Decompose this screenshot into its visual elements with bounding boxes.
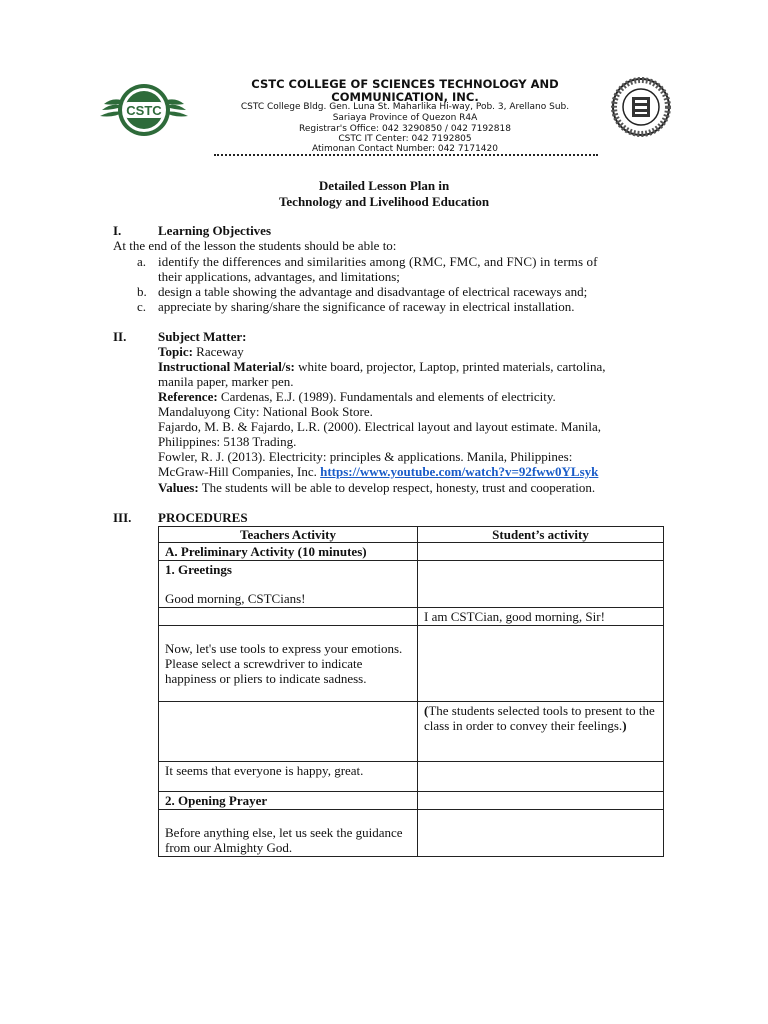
header-divider xyxy=(214,154,598,156)
table-row xyxy=(159,561,664,608)
objective-item-cont: their applications, advantages, and limitations; xyxy=(158,269,400,284)
empty-cell xyxy=(418,543,664,561)
reference-line xyxy=(158,389,556,404)
subject-heading: Subject Matter: xyxy=(158,329,247,344)
table-row xyxy=(159,702,664,762)
preliminary-activity: A. Preliminary Activity (10 minutes) xyxy=(159,543,418,561)
emotion-cell xyxy=(159,626,418,702)
reference-label: Reference: xyxy=(158,389,218,404)
greetings-heading: 1. Greetings xyxy=(165,562,232,577)
reference-publisher: McGraw-Hill Companies, Inc. xyxy=(158,464,317,479)
greeting-text: Good morning, CSTCians! xyxy=(165,591,306,606)
objective-item: appreciate by sharing/share the significance of raceway in electrical installation. xyxy=(158,299,575,314)
empty-cell xyxy=(159,608,418,626)
reference-line: Philippines: 5138 Trading. xyxy=(158,434,297,449)
table-row xyxy=(159,792,664,810)
objective-item: identify the differences and similarities among (RMC, FMC, and FNC) in terms of xyxy=(158,254,598,269)
emotion-reply: The students selected tools to present to the class in order to convey their feelings. xyxy=(424,703,655,733)
atimonan-line: Atimonan Contact Number: 042 7171420 xyxy=(312,144,498,154)
objective-letter: b. xyxy=(137,284,147,299)
emotion-instruction: Now, let's use tools to express your emotions. Please select a screwdriver to indicate happiness or pliers to indicate sadness. xyxy=(165,641,403,686)
empty-cell xyxy=(418,792,664,810)
topic-value: Raceway xyxy=(196,344,244,359)
table-row xyxy=(159,608,664,626)
youtube-link[interactable]: https://www.youtube.com/watch?v=92fww0YLsyk xyxy=(320,464,599,479)
values-label: Values: xyxy=(158,480,199,495)
topic-label: Topic: xyxy=(158,344,193,359)
empty-cell xyxy=(418,561,664,608)
section-numeral: III. xyxy=(113,510,132,525)
document-subtitle: Technology and Livelihood Education xyxy=(278,194,490,209)
empty-cell xyxy=(418,810,664,857)
opening-prayer-heading: 2. Opening Prayer xyxy=(159,792,418,810)
happy-text: It seems that everyone is happy, great. xyxy=(165,763,364,778)
values-line xyxy=(158,480,595,495)
materials-label: Instructional Material/s: xyxy=(158,359,295,374)
empty-cell xyxy=(418,626,664,702)
greeting-reply: I am CSTCian, good morning, Sir! xyxy=(418,608,664,626)
table-row xyxy=(159,626,664,702)
emotion-reply-cell xyxy=(418,702,664,762)
table-header-row xyxy=(159,527,664,543)
objective-item: design a table showing the advantage and disadvantage of electrical raceways and; xyxy=(158,284,588,299)
happy-cell xyxy=(159,762,418,792)
student-column-header: Student’s activity xyxy=(418,527,664,543)
institution-name: CSTC COLLEGE OF SCIENCES TECHNOLOGY AND COMMUNICATION, INC. xyxy=(251,77,559,104)
reply-open-paren: ( xyxy=(424,703,429,718)
province-line: Sariaya Province of Quezon R4A xyxy=(332,113,478,123)
reference-line xyxy=(158,464,598,479)
teacher-column-header: Teachers Activity xyxy=(159,527,418,543)
objectives-heading: Learning Objectives xyxy=(158,223,272,238)
objective-letter: a. xyxy=(137,254,147,269)
prayer-cell xyxy=(159,810,418,857)
materials-value: white board, projector, Laptop, printed materials, cartolina, xyxy=(298,359,606,374)
procedures-table xyxy=(158,526,664,857)
logo-text: CSTC xyxy=(126,103,162,118)
reference-line: Fowler, R. J. (2013). Electricity: principles & applications. Manila, Philippines: xyxy=(158,449,573,464)
address-line: CSTC College Bldg. Gen. Luna St. Maharlika Hi-way, Pob. 3, Arellano Sub. xyxy=(240,102,570,112)
greetings-cell xyxy=(159,561,418,608)
table-row xyxy=(159,543,664,561)
cstc-logo-icon xyxy=(98,80,190,140)
teacher-education-seal-icon xyxy=(608,77,674,137)
topic-line xyxy=(158,344,244,359)
materials-cont: manila paper, marker pen. xyxy=(158,374,294,389)
procedures-heading: PROCEDURES xyxy=(158,510,248,525)
table-row xyxy=(159,810,664,857)
values-value: The students will be able to develop respect, honesty, trust and cooperation. xyxy=(201,480,596,495)
reply-close-paren: ) xyxy=(622,718,627,733)
prayer-text: Before anything else, let us seek the guidance from our Almighty God. xyxy=(165,825,403,855)
section-numeral: II. xyxy=(113,329,127,344)
registrar-line: Registrar's Office: 042 3290850 / 042 7192818 xyxy=(299,124,511,134)
empty-cell xyxy=(159,702,418,762)
reference-value: Cardenas, E.J. (1989). Fundamentals and elements of electricity. xyxy=(220,389,556,404)
table-row xyxy=(159,762,664,792)
it-center-line: CSTC IT Center: 042 7192805 xyxy=(338,134,472,144)
reference-line: Mandaluyong City: National Book Store. xyxy=(158,404,373,419)
objective-letter: c. xyxy=(137,299,147,314)
materials-line xyxy=(158,359,606,374)
document-title: Detailed Lesson Plan in xyxy=(318,178,450,193)
section-numeral: I. xyxy=(113,223,122,238)
empty-cell xyxy=(418,762,664,792)
reference-line: Fajardo, M. B. & Fajardo, L.R. (2000). Electrical layout and layout estimate. Manila, xyxy=(158,419,601,434)
objectives-intro: At the end of the lesson the students should be able to: xyxy=(113,238,397,253)
